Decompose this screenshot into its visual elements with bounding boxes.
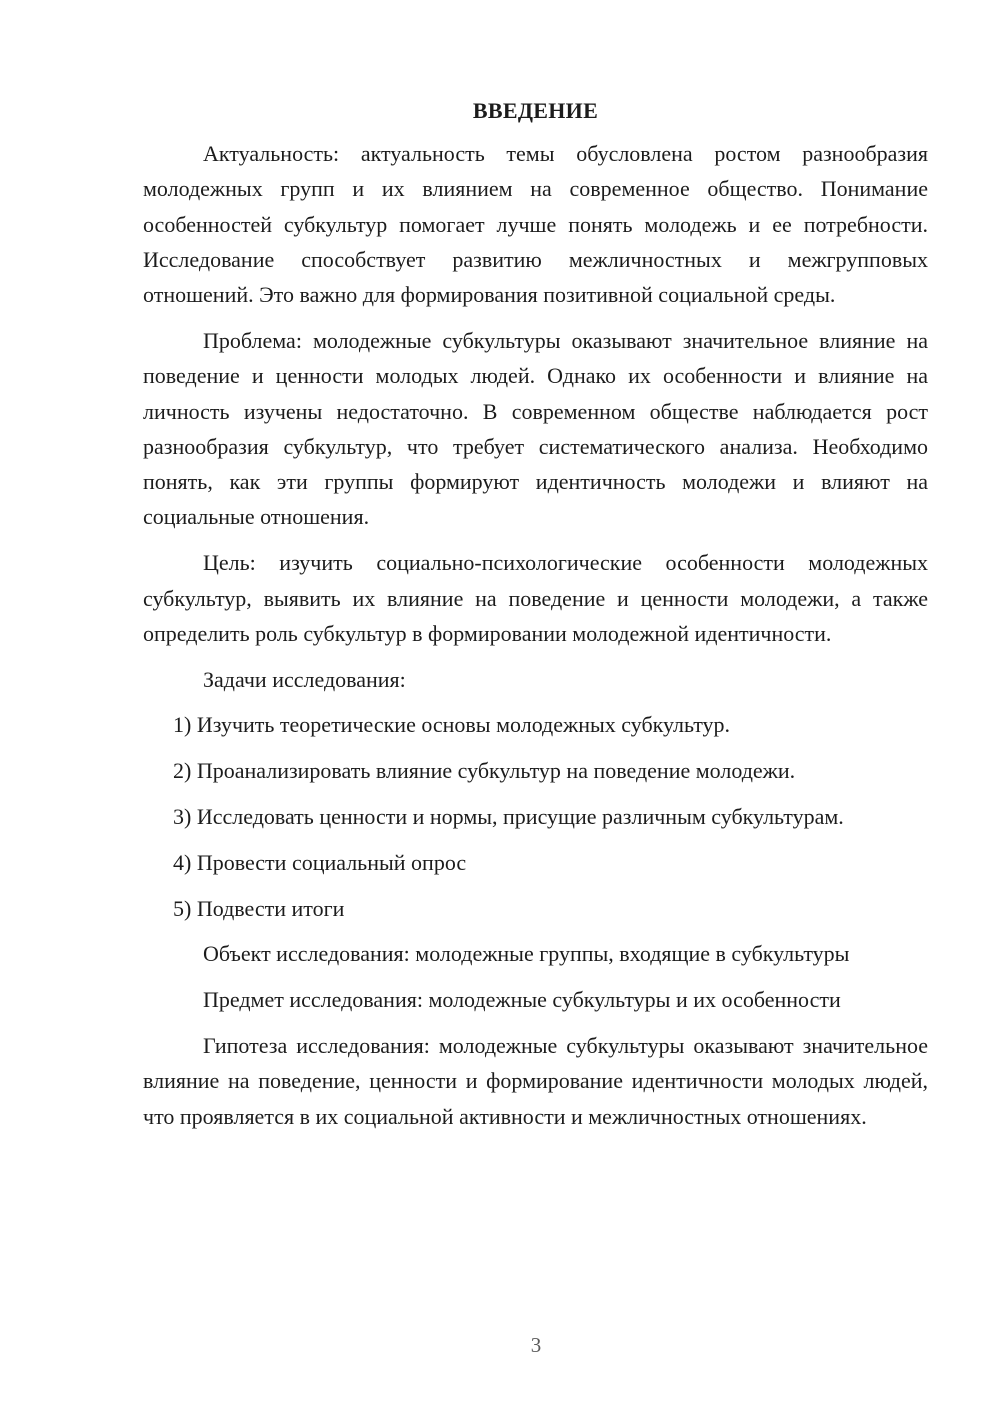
subject-paragraph: Предмет исследования: молодежные субкультуры и их особенности — [203, 987, 841, 1013]
page-number: 3 — [530, 1333, 542, 1357]
task-item-2: 2) Проанализировать влияние субкультур на поведение молодежи. — [173, 758, 796, 784]
hypothesis-paragraph: Гипотеза исследования: молодежные субкультуры оказывают значительное влияние на поведение, ценности и формирование идентичности молодых людей, что проявляется в их социальной активности и межличностных отношениях. — [143, 1033, 928, 1129]
page-content — [143, 94, 928, 1134]
goal-paragraph: Цель: изучить социально-психологические особенности молодежных субкультур, выявить их влияние на поведение и ценности молодежи, а также определить роль субкультур в формировании молодежной идентичности. — [143, 550, 928, 646]
problem-paragraph: Проблема: молодежные субкультуры оказывают значительное влияние на поведение и ценности молодых людей. Однако их особенности и влияние на личность изучены недостаточно. В современном обществе наблюдается рост разнообразия субкультур, что требует систематического анализа. Необходимо понять, как эти группы формируют идентичность молодежи и влияют на социальные отношения. — [143, 327, 928, 530]
tasks-heading: Задачи исследования: — [203, 666, 406, 692]
page-title: ВВЕДЕНИЕ — [472, 98, 599, 123]
relevance-paragraph: Актуальность: актуальность темы обусловлена ростом разнообразия молодежных групп и их влиянием на современное общество. Понимание особенностей субкультур помогает лучше понять молодежь и ее потребности. Исследование способствует развитию межличностных и межгрупповых отношений. Это важно для формирования позитивной социальной среды. — [143, 141, 928, 308]
task-item-1: 1) Изучить теоретические основы молодежных субкультур. — [173, 712, 731, 738]
object-paragraph: Объект исследования: молодежные группы, входящие в субкультуры — [203, 941, 850, 967]
task-item-5: 5) Подвести итоги — [173, 895, 345, 921]
task-item-3: 3) Исследовать ценности и нормы, присущие различным субкультурам. — [173, 804, 844, 830]
task-item-4: 4) Провести социальный опрос — [173, 849, 467, 875]
